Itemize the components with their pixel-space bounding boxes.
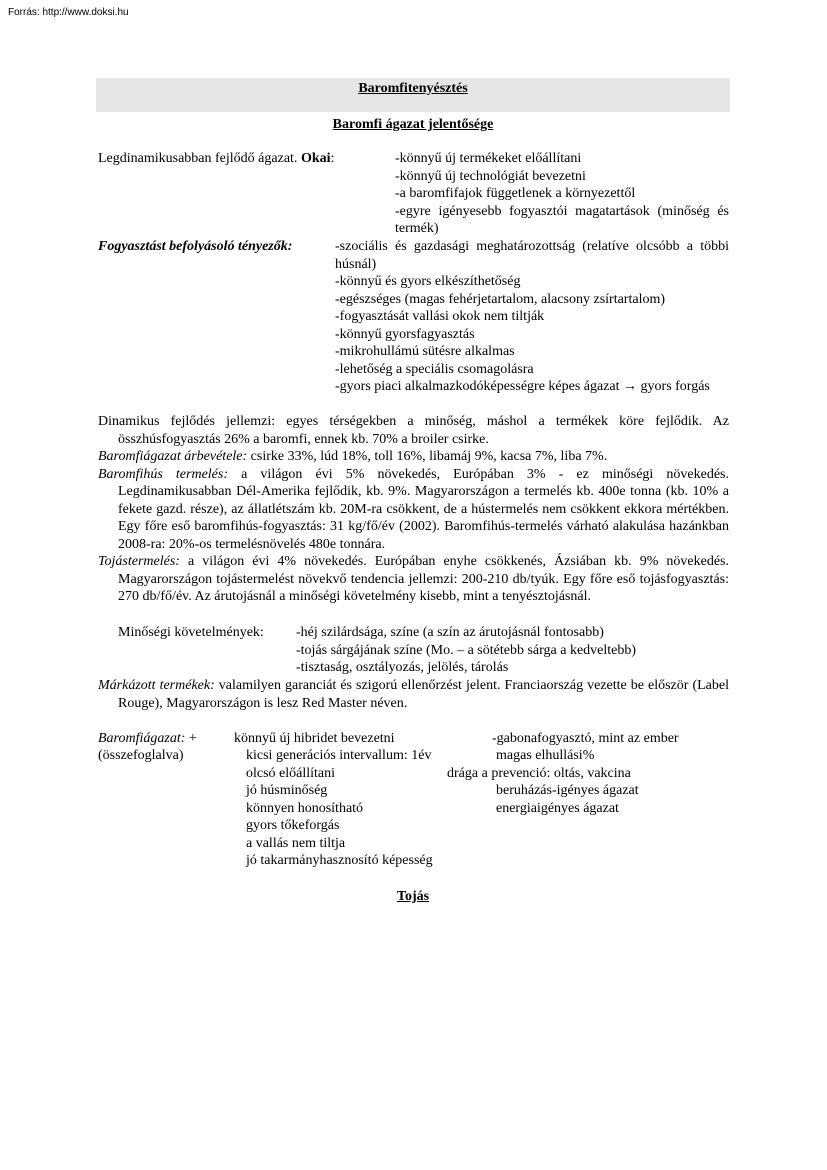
list-item: -gyors piaci alkalmazkodóképességre képes ágazat → gyors forgás (335, 379, 710, 394)
list-item: a vallás nem tiltja (246, 835, 346, 851)
minoseg-list (296, 624, 729, 677)
list-item: könnyen honosítható (246, 800, 364, 816)
list-item: -egyre igényesebb fogyasztói magatartások (minőség és termék) (395, 203, 729, 236)
fogyasztas-list (335, 238, 729, 396)
hustermeles-paragraph: Baromfihús termelés: a világon évi 5% növekedés, Európában 3% - ez minőségi növekedés. Legdinamikusabban Dél-Amerika fejlődik, kb. 9%. Magyarországon a termelés kb. 400e tonna (kb. 10% a fekete gazd. része), az állatlétszám kb. 20M-ra csökkent, de a hústermelés nem csökkent ekkora mértékben. Egy főre eső baromfihús-fogyasztás: 31 kg/fő/év (2002). Baromfihús-termelés várható alakulása hazánkban 2008-ra: 20%-os termelésnövelés 480e tonnára. (98, 466, 729, 552)
source-url: Forrás: http://www.doksi.hu (8, 7, 129, 18)
dinamikus-paragraph: Dinamikus fejlődés jellemzi: egyes térségekben a minőség, máshol a termékek köre fejlődik. Az összhúsfogyasztás 26% a baromfi, ennek kb. 70% a broiler csirke. (98, 414, 729, 447)
okai-list (395, 150, 729, 238)
list-item: -héj szilárdsága, színe (a szín az árutojásnál fontosabb) (296, 625, 604, 640)
list-item: -tisztaság, osztályozás, jelölés, tárolás (296, 660, 509, 675)
summary-prevencio: drága a prevenció: oltás, vakcina (447, 766, 631, 781)
arbevetel-paragraph: Baromfiágazat árbevétele: csirke 33%, lúd 18%, toll 16%, libamáj 9%, kacsa 7%, liba 7%. (98, 449, 608, 464)
list-item: jó takarmányhasznosító képesség (246, 853, 433, 868)
list-item: -könnyű gyorsfagyasztás (335, 326, 475, 342)
list-item: -könnyű és gyors elkészíthetőség (335, 274, 521, 289)
list-item: magas elhullási% (496, 748, 595, 763)
tojastermeles-paragraph: Tojástermelés: a világon évi 4% növekedés. Európában enyhe csökkenés, Ázsiában kb. 9% növekedés. Magyarországon tojástermelést növekvő tendencia jellemzi: 200-210 db/tyúk. Egy főre eső tojásfogyasztás: 270 db/fő/év. Az árutojásnál a minőségi követelmény kisebb, mint a tenyésztojásnál. (98, 554, 729, 604)
list-item: -szociális és gazdasági meghatározottság (relatíve olcsóbb a többi húsnál) (335, 239, 729, 272)
list-item: jó húsminőség (246, 783, 328, 798)
summary-neg-first: -gabonafogyasztó, mint az ember (492, 731, 679, 746)
summary-sublabel: (összefoglalva) (98, 748, 184, 763)
okai-lead: Legdinamikusabban fejlődő ágazat. Okai: (98, 151, 335, 166)
list-item: -fogyasztását vallási okok nem tiltják (335, 309, 545, 324)
section-subtitle: Baromfi ágazat jelentősége (332, 117, 494, 132)
list-item: beruházás-igényes ágazat (496, 783, 639, 798)
markazott-paragraph: Márkázott termékek: valamilyen garanciát és szigorú ellenőrzést jelent. Franciaország vezette be először (Label Rouge), Magyarországon is lesz Red Master néven. (98, 678, 729, 711)
list-item: olcsó előállítani (246, 765, 336, 781)
okai-label: Okai (300, 151, 331, 166)
list-item: kicsi generációs intervallum: 1év (246, 748, 432, 763)
list-item: -mikrohullámú sütésre alkalmas (335, 344, 515, 359)
list-item: energiaigényes ágazat (496, 800, 619, 816)
summary-label: Baromfiágazat: + (98, 731, 197, 746)
list-item: gyors tőkeforgás (246, 818, 340, 833)
list-item: -könnyű új termékeket előállítani (395, 151, 582, 166)
fogyasztas-label: Fogyasztást befolyásoló tényezők: (98, 239, 293, 254)
summary-positives (246, 747, 433, 870)
list-item: -lehetőség a speciális csomagolásra (335, 361, 534, 377)
section-heading-tojas: Tojás (396, 889, 430, 904)
list-item: -könnyű új technológiát bevezetni (395, 168, 586, 184)
summary-pos-first: könnyű új hibridet bevezetni (234, 731, 395, 746)
page-title: Baromfitenyésztés (358, 81, 468, 96)
list-item: -a baromfifajok függetlenek a környezettől (395, 186, 636, 201)
list-item: -tojás sárgájának színe (Mo. – a sötétebb sárga a kedveltebb) (296, 642, 637, 658)
list-item: -egészséges (magas fehérjetartalom, alacsony zsírtartalom) (335, 291, 666, 307)
minoseg-label: Minőségi követelmények: (118, 625, 264, 640)
body-paragraphs (98, 448, 729, 606)
